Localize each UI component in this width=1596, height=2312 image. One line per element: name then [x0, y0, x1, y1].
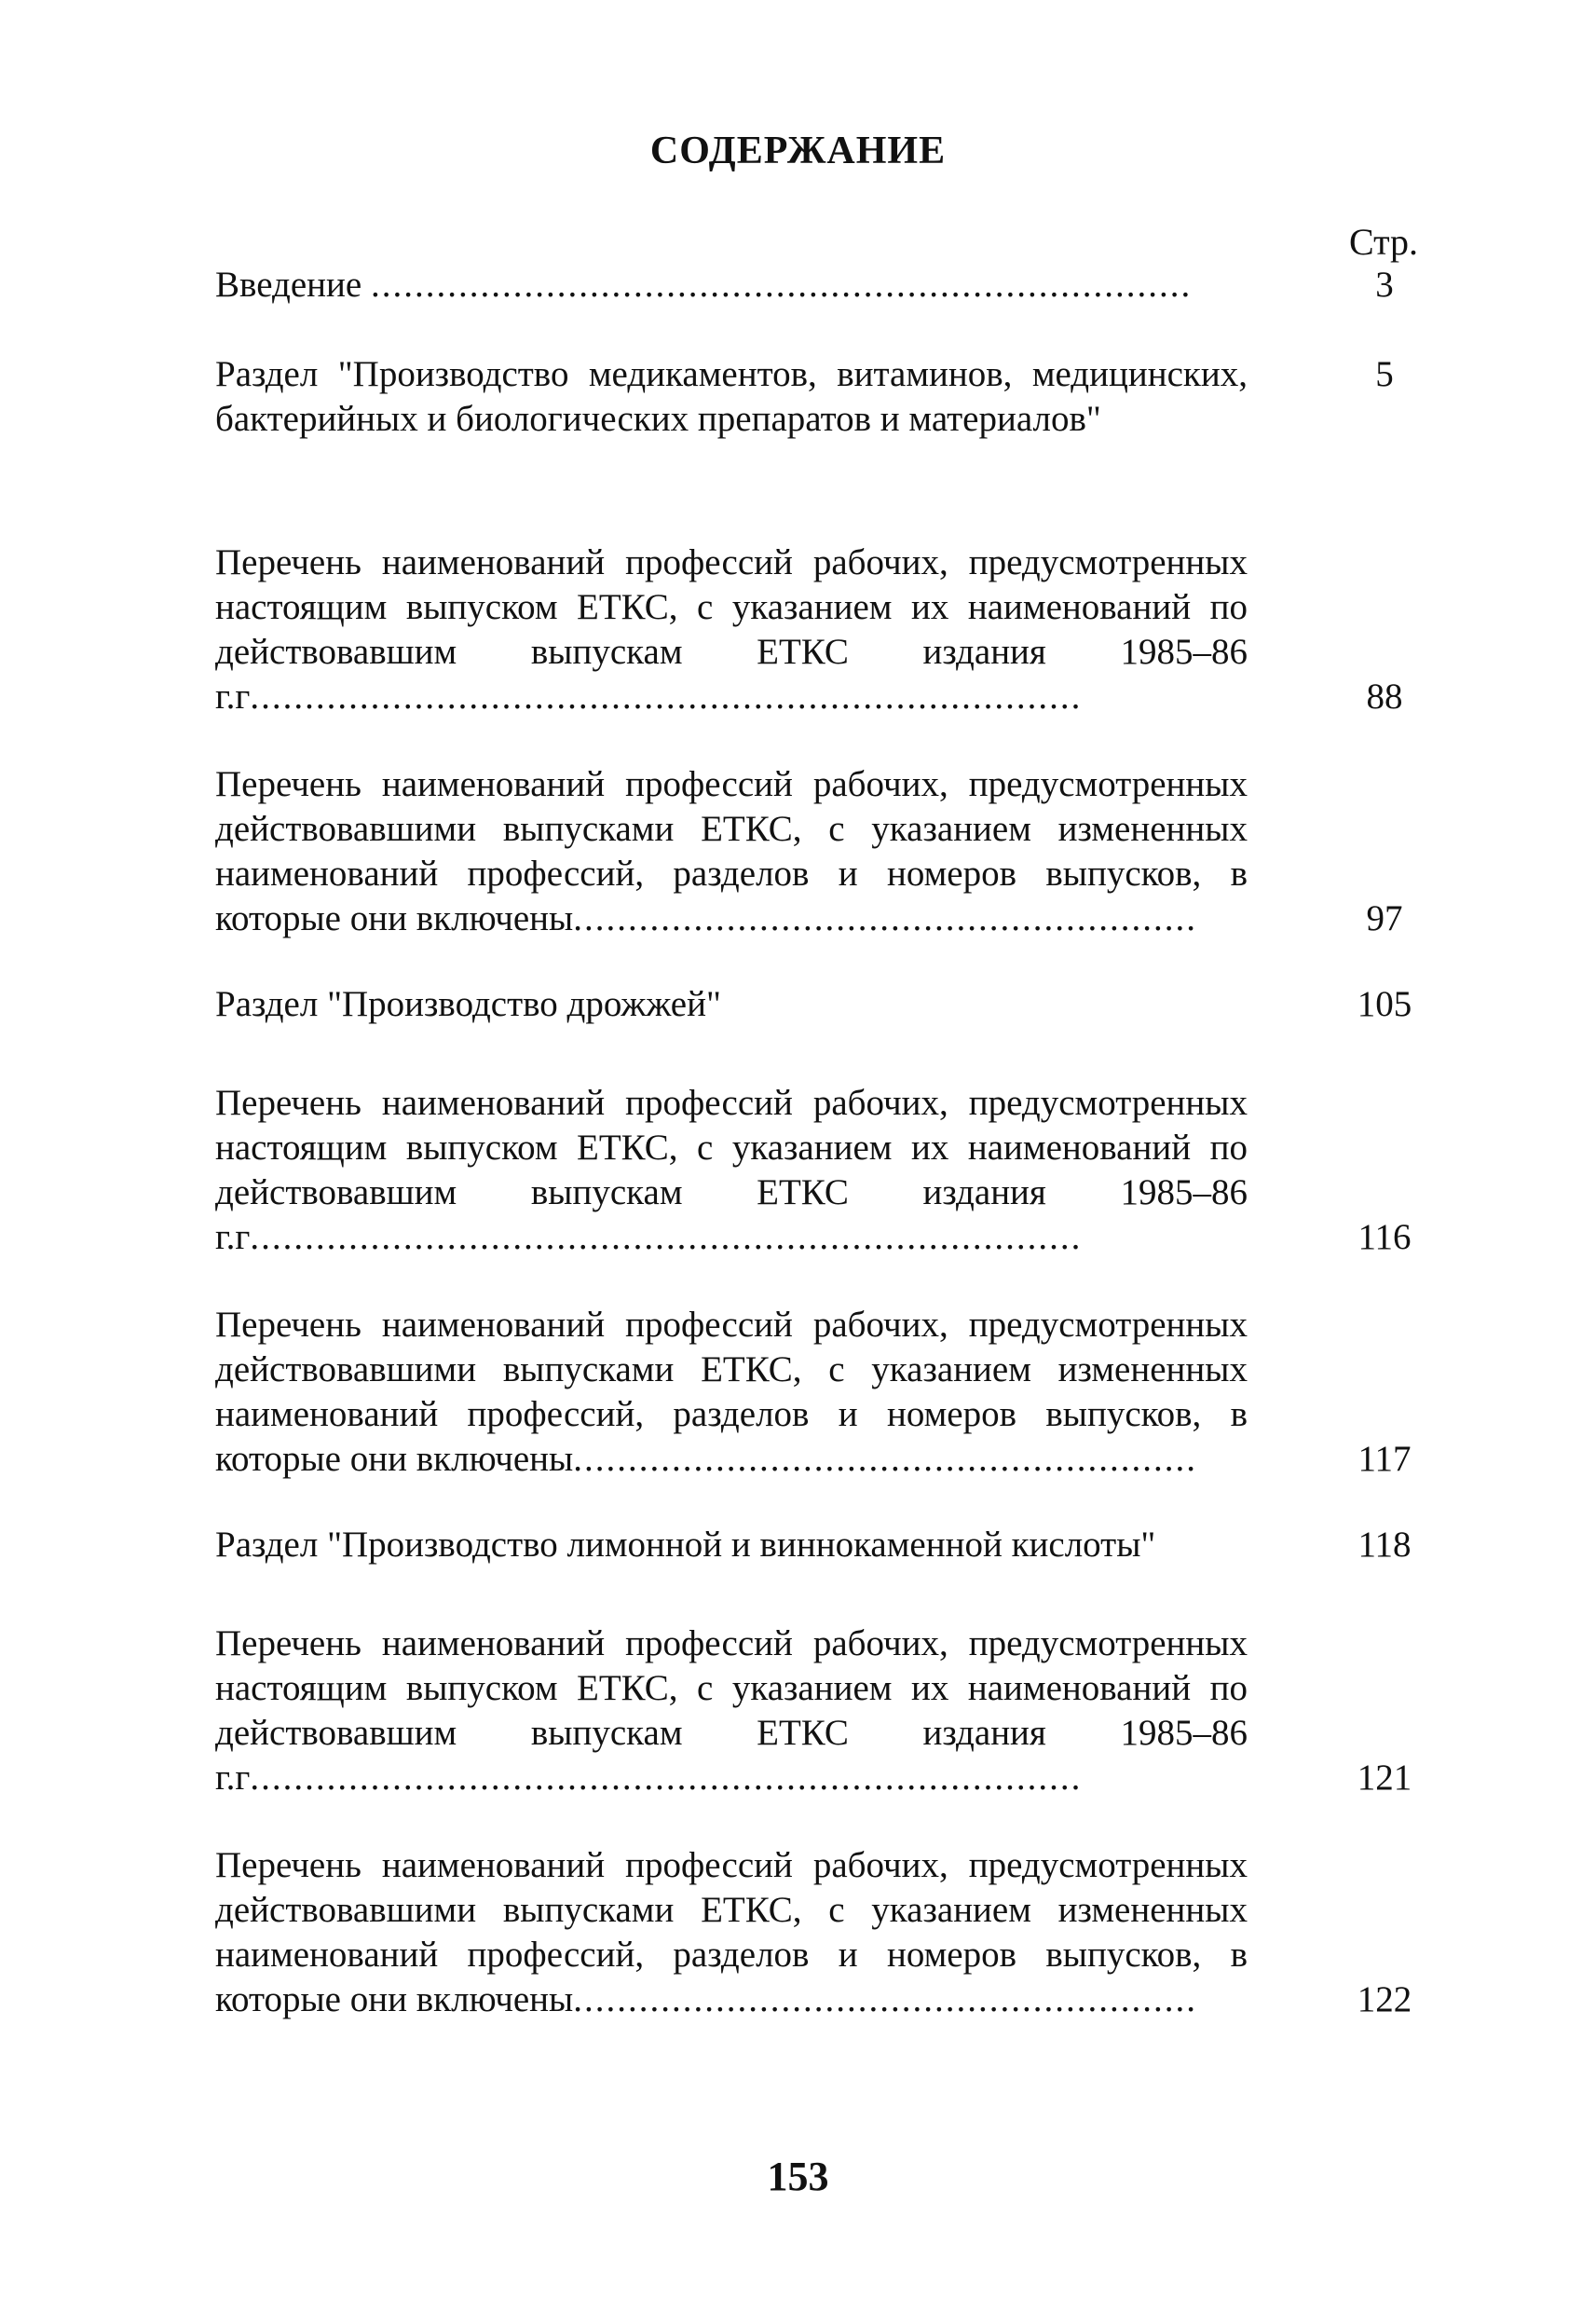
toc-entry-text — [215, 352, 1248, 442]
toc-entry-title: Раздел "Производство дрожжей" — [215, 984, 721, 1024]
toc-entry-leader: ......................................................... — [573, 898, 1197, 938]
page-column-header: Стр. — [1348, 221, 1419, 263]
toc-entry[interactable] — [215, 263, 1464, 308]
toc-entry-leader: ........................................................................... — [370, 265, 1193, 305]
toc-entry-leader: ............................................................................ — [250, 1217, 1083, 1257]
page-title: СОДЕРЖАНИЕ — [649, 130, 947, 172]
toc-entry-page: 3 — [1375, 265, 1394, 305]
toc-entry-page: 116 — [1357, 1217, 1412, 1257]
toc-entry[interactable] — [215, 540, 1464, 719]
toc-entry-text — [215, 1081, 1248, 1260]
toc-entry[interactable] — [215, 1523, 1464, 1567]
toc-entry-title: Раздел "Производство медикаментов, витаминов, медицинских, бактерийных и биологических препаратов и материалов" — [215, 354, 1248, 439]
toc-entry-page: 121 — [1357, 1758, 1412, 1798]
toc-entry-page: 97 — [1366, 898, 1403, 938]
toc-entry[interactable] — [215, 762, 1464, 941]
toc-entry[interactable] — [215, 1843, 1464, 2022]
toc-entry-page: 105 — [1357, 984, 1412, 1024]
toc-entry-page: 88 — [1366, 677, 1403, 717]
toc-entry-text — [215, 1621, 1248, 1800]
toc-entry-text — [215, 1523, 1248, 1567]
toc-entry-page: 5 — [1375, 354, 1394, 394]
toc-entry-title: Перечень наименований профессий рабочих, предусмотренных действовавшими выпусками ЕТКС, с указанием измененных наименований профессий, разделов и номеров выпусков, в которые они включены — [215, 764, 1248, 938]
toc-entry[interactable] — [215, 1081, 1464, 1260]
toc-entry-title: Перечень наименований профессий рабочих, предусмотренных действовавшими выпусками ЕТКС, с указанием измененных наименований профессий, разделов и номеров выпусков, в которые они включены — [215, 1845, 1248, 2019]
toc-entry-leader: ......................................................... — [573, 1979, 1197, 2019]
toc-entry[interactable] — [215, 352, 1464, 442]
toc-entry-text — [215, 762, 1248, 941]
toc-entry[interactable] — [215, 1621, 1464, 1800]
toc-entry-leader: ......................................................... — [573, 1439, 1197, 1479]
page-number: 153 — [767, 2154, 829, 2199]
toc-entry[interactable] — [215, 982, 1464, 1027]
toc-entry-title: Раздел "Производство лимонной и виннокаменной кислоты" — [215, 1525, 1156, 1565]
toc-entry[interactable] — [215, 1303, 1464, 1482]
toc-entry-text — [215, 1843, 1248, 2022]
toc-entry-text — [215, 263, 1248, 308]
toc-entry-page: 117 — [1357, 1439, 1412, 1479]
toc-entry-text — [215, 540, 1248, 719]
toc-entry-title: Введение — [215, 265, 371, 305]
toc-entry-title: Перечень наименований профессий рабочих, предусмотренных настоящим выпуском ЕТКС, с указанием их наименований по действовавшим выпускам ЕТКС издания 1985–86 г.г — [215, 1623, 1248, 1798]
toc-entry-page: 122 — [1357, 1979, 1412, 2019]
toc-entry-page: 118 — [1357, 1525, 1412, 1565]
toc-entry-text — [215, 982, 1248, 1027]
toc-entry-leader: ............................................................................ — [250, 677, 1083, 717]
toc-entry-title: Перечень наименований профессий рабочих, предусмотренных действовавшими выпусками ЕТКС, с указанием измененных наименований профессий, разделов и номеров выпусков, в которые они включены — [215, 1305, 1248, 1479]
toc-entry-title: Перечень наименований профессий рабочих, предусмотренных настоящим выпуском ЕТКС, с указанием их наименований по действовавшим выпускам ЕТКС издания 1985–86 г.г — [215, 1083, 1248, 1257]
toc-entry-text — [215, 1303, 1248, 1482]
toc-entry-title: Перечень наименований профессий рабочих, предусмотренных настоящим выпуском ЕТКС, с указанием их наименований по действовавшим выпускам ЕТКС издания 1985–86 г.г — [215, 542, 1248, 717]
toc-entry-leader: ............................................................................ — [250, 1758, 1083, 1798]
